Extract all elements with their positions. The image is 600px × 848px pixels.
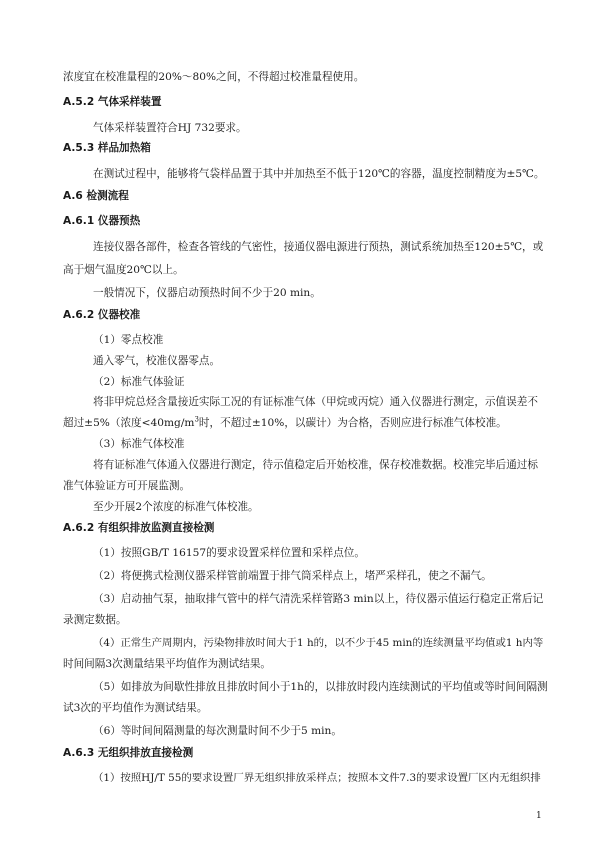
paragraph-line: 气体采样装置符合HJ 732要求。 bbox=[93, 122, 247, 134]
paragraph-line: 将有证标准气体通入仪器进行测定，待示值稳定后开始校准，保存校准数据。校准完毕后通过标 bbox=[93, 459, 538, 471]
section-heading-a52: A.5.2 气体采样装置 bbox=[63, 96, 162, 108]
paragraph-line: 连接仪器各部件，检查各管线的气密性，接通仪器电源进行预热，测试系统加热至120±5℃，或 bbox=[93, 241, 544, 253]
paragraph-line: （3）标准气体校准 bbox=[93, 438, 185, 450]
paragraph-line: （2）将便携式检测仪器采样管前端置于排气筒采样点上，堵严采样孔，使之不漏气。 bbox=[93, 570, 492, 582]
paragraph-line: 将非甲烷总烃含量接近实际工况的有证标准气体（甲烷或丙烷）通入仪器进行测定，示值误差不 bbox=[93, 396, 538, 408]
paragraph-line: 高于烟气温度20℃以上。 bbox=[63, 264, 184, 276]
paragraph-line: 一般情况下，仪器启动预热时间不少于20 min。 bbox=[93, 287, 321, 299]
paragraph-line bbox=[63, 416, 507, 430]
superscript: 3 bbox=[194, 415, 199, 424]
paragraph-line: 浓度宜在校准量程的20%～80%之间，不得超过校准量程使用。 bbox=[63, 71, 365, 83]
paragraph-line: （1）零点校准 bbox=[93, 334, 164, 346]
paragraph-line: （3）启动抽气泵，抽取排气管中的样气清洗采样管路3 min以上，待仪器示值运行稳定正常后记 bbox=[93, 593, 544, 605]
section-heading-a62: A.6.2 仪器校准 bbox=[63, 309, 141, 321]
paragraph-line: 通入零气，校准仪器零点。 bbox=[93, 355, 221, 367]
section-heading-a63: A.6.3 无组织排放直接检测 bbox=[63, 747, 194, 759]
section-heading-a53: A.5.3 样品加热箱 bbox=[63, 142, 151, 154]
section-heading-a62b: A.6.2 有组织排放监测直接检测 bbox=[63, 522, 215, 534]
paragraph-line: 试3次的平均值作为测试结果。 bbox=[63, 702, 208, 714]
paragraph-line: （4）正常生产周期内，污染物排放时间大于1 h的，以不少于45 min的连续测量平均值或1 h内等 bbox=[93, 637, 544, 649]
paragraph-line: （1）按照GB/T 16157的要求设置采样位置和采样点位。 bbox=[93, 547, 365, 559]
section-heading-a61: A.6.1 仪器预热 bbox=[63, 215, 141, 227]
paragraph-line: （5）如排放为间歇性排放且排放时间小于1h的，以排放时段内连续测试的平均值或等时间间隔测 bbox=[93, 681, 548, 693]
paragraph-line: 准气体验证方可开展监测。 bbox=[63, 480, 191, 492]
paragraph-line: 在测试过程中，能够将气袋样品置于其中并加热至不低于120℃的容器，温度控制精度为±5℃。 bbox=[93, 168, 545, 180]
paragraph-line: （2）标准气体验证 bbox=[93, 376, 185, 388]
paragraph-line: （1）按照HJ/T 55的要求设置厂界无组织排放采样点；按照本文件7.3的要求设置厂区内无组织排 bbox=[93, 772, 541, 784]
section-heading-a6: A.6 检测流程 bbox=[63, 190, 129, 202]
paragraph-line: （6）等时间间隔测量的每次测量时间不少于5 min。 bbox=[93, 725, 342, 737]
text-segment: 时，不超过±10%，以碳计）为合格，否则应进行标准气体校准。 bbox=[198, 417, 507, 429]
page-number: 1 bbox=[536, 811, 542, 821]
paragraph-line: 录测定数据。 bbox=[63, 614, 127, 626]
paragraph-line: 时间间隔3次测量结果平均值作为测试结果。 bbox=[63, 658, 272, 670]
paragraph-line: 至少开展2个浓度的标准气体校准。 bbox=[93, 501, 259, 513]
text-segment: 超过±5%（浓度<40mg/m bbox=[63, 417, 195, 429]
